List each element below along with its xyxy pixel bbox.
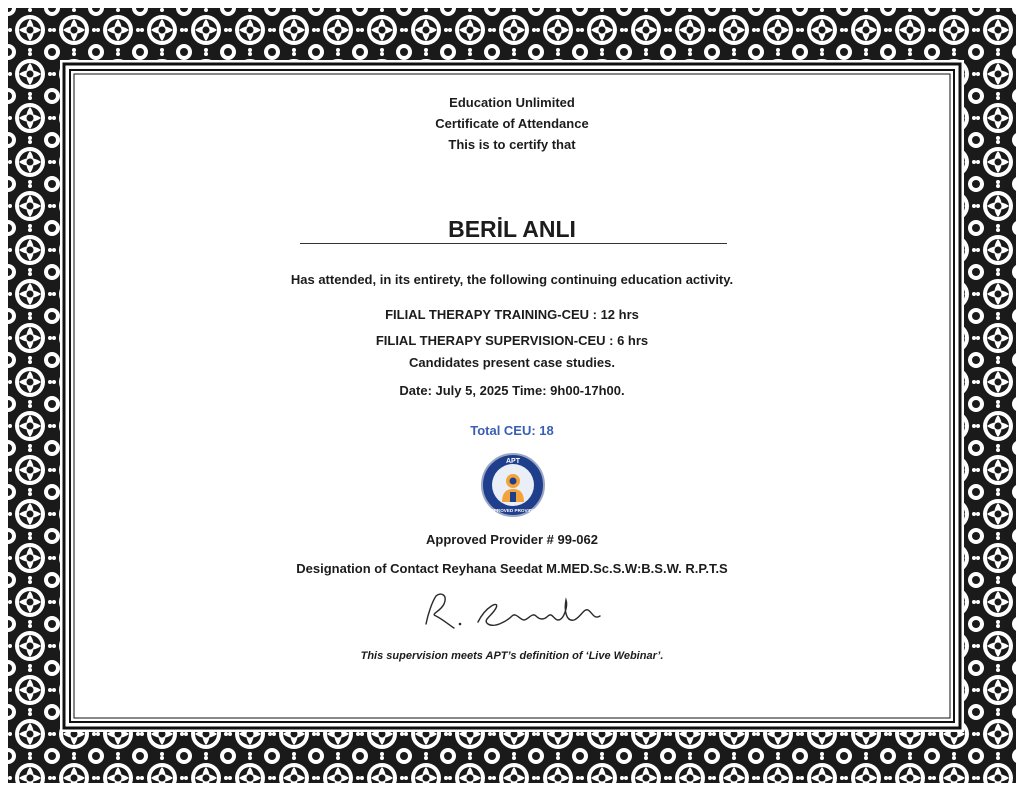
handwritten-signature-icon xyxy=(416,586,606,634)
certificate-title: Certificate of Attendance xyxy=(435,116,589,131)
activity-item: FILIAL THERAPY SUPERVISION-CEU : 6 hrs xyxy=(375,333,649,348)
total-ceu: Total CEU: 18 xyxy=(470,423,554,438)
organization-name: Education Unlimited xyxy=(449,95,575,110)
date-time: Date: July 5, 2025 Time: 9h00-17h00. xyxy=(399,383,625,398)
apt-approved-provider-seal-icon xyxy=(480,452,546,518)
activity-item: Candidates present case studies. xyxy=(409,355,615,370)
webinar-note: This supervision meets APT’s definition of ‘Live Webinar’. xyxy=(360,650,664,662)
name-underline xyxy=(300,243,727,244)
attendance-statement: Has attended, in its entirety, the following continuing education activity. xyxy=(290,272,734,287)
contact-designation: Designation of Contact Reyhana Seedat M.MED.Sc.S.W:B.S.W. R.P.T.S xyxy=(296,561,728,576)
certify-line: This is to certify that xyxy=(448,137,576,152)
approved-provider-number: Approved Provider # 99-062 xyxy=(426,532,598,547)
recipient-name: BERİL ANLI xyxy=(448,216,576,242)
certificate-body xyxy=(76,76,948,716)
badge-ring-text: APPROVED PROVIDER xyxy=(487,508,539,513)
badge-top-text: APT xyxy=(506,458,520,465)
activity-item: FILIAL THERAPY TRAINING-CEU : 12 hrs xyxy=(385,307,639,322)
